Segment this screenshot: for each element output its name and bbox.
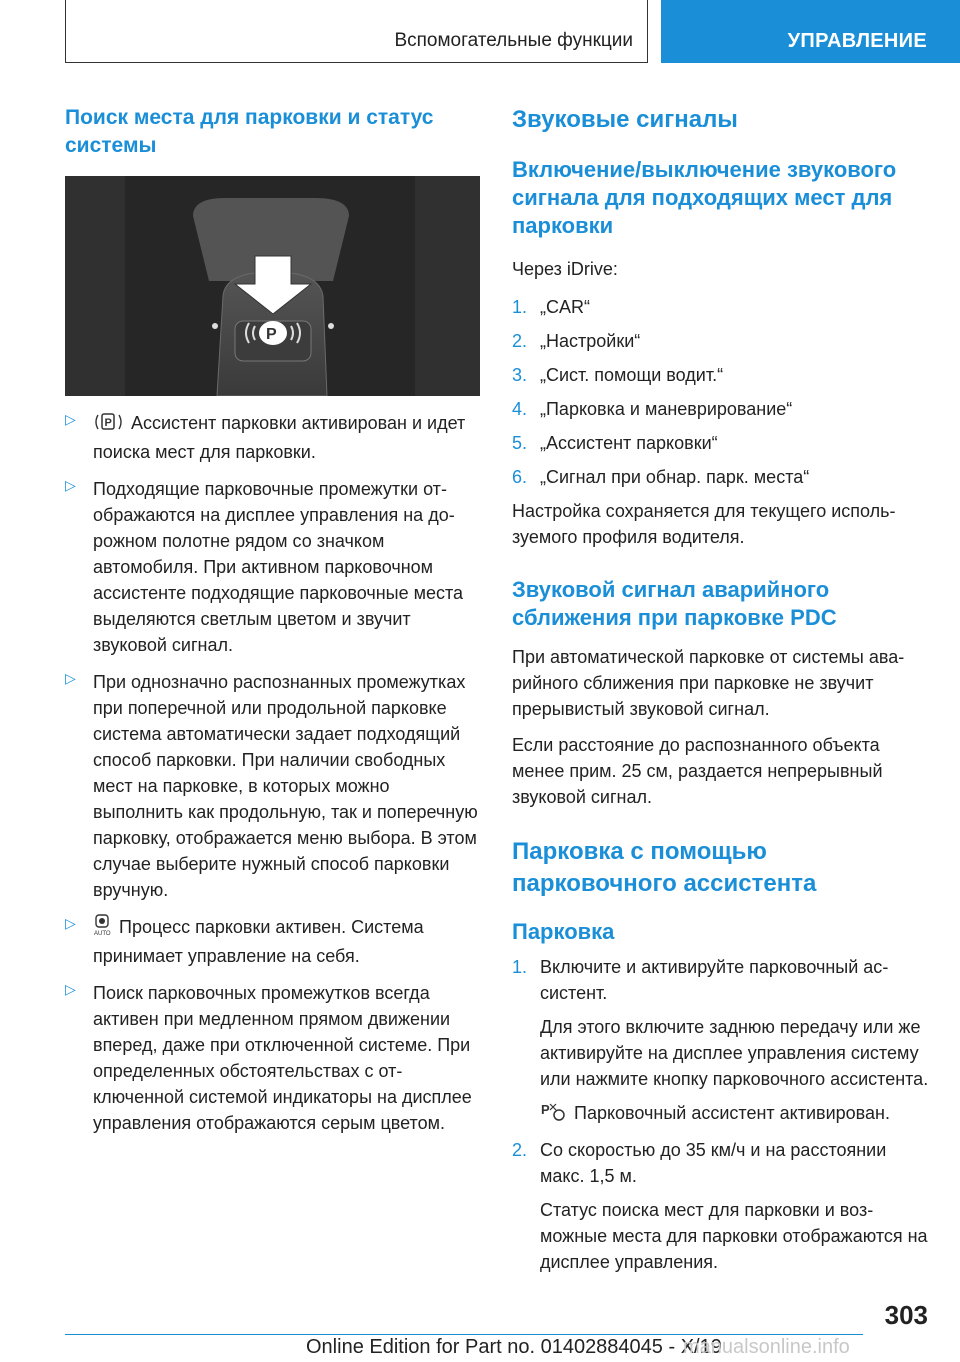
list-item — [512, 396, 930, 422]
bullet-triangle-icon: ▷ — [65, 670, 76, 686]
footer-edition: Online Edition for Part no. 01402884045 - X/19 — [306, 1336, 722, 1358]
pdc-heading: Звуковой сигнал аварийного сближения при парковке PDC — [512, 577, 837, 630]
list-item — [512, 954, 930, 1129]
step-text: „CAR“ — [540, 297, 590, 317]
step-number: 5. — [512, 433, 528, 453]
bullet-text: Процесс парковки активен. Система принимает управление на себя. — [93, 917, 424, 966]
bullet-text: Ассистент парковки активирован и идет поиска мест для парковки. — [93, 413, 466, 462]
step-text: „Парковка и маневрирование“ — [540, 399, 793, 419]
footer-watermark: manualsonline.info — [683, 1336, 850, 1358]
sounds-heading: Звуковые сигналы — [512, 106, 738, 133]
step-number: 2. — [512, 331, 528, 351]
parking-scene-graphic — [65, 176, 480, 396]
step-icon-text: Парковочный ассистент активирован. — [574, 1103, 890, 1123]
step-text: „Сигнал при обнар. парк. места“ — [540, 467, 810, 487]
step-number: 1. — [512, 297, 528, 317]
svg-text:AUTO: AUTO — [94, 931, 111, 936]
status-bullets — [65, 410, 480, 1136]
auto-park-icon — [93, 914, 111, 943]
bullet-item — [65, 980, 480, 1136]
list-item — [512, 328, 930, 354]
parking-sensor-icon — [93, 412, 123, 439]
bullet-triangle-icon: ▷ — [65, 981, 76, 997]
step-number: 6. — [512, 467, 528, 487]
profile-note: Настройка сохраняется для текущего используемого профиля водителя. — [512, 501, 896, 547]
bullet-triangle-icon: ▷ — [65, 411, 76, 427]
list-item — [512, 430, 930, 456]
bullet-triangle-icon: ▷ — [65, 915, 76, 931]
step-number: 3. — [512, 365, 528, 385]
left-heading: Поиск места для парковки и статус системы — [65, 106, 434, 157]
step-text: „Ассистент парковки“ — [540, 433, 718, 453]
bullet-triangle-icon: ▷ — [65, 477, 76, 493]
header-section-box — [65, 0, 648, 63]
step-text: „Сист. помощи водит.“ — [540, 365, 724, 385]
bullet-item — [65, 476, 480, 658]
step-extra: Для этого включите заднюю передачу или же активируйте на дисплее управления систему или нажмите кнопку парковочного ассистента. — [540, 1017, 929, 1089]
svg-text:P: P — [104, 417, 112, 429]
page-number: 303 — [884, 1300, 928, 1330]
step-number: 1. — [512, 957, 528, 977]
svg-text:P: P — [541, 1102, 550, 1117]
bullet-item — [65, 410, 480, 465]
bullet-item — [65, 669, 480, 903]
list-item — [512, 362, 930, 388]
step-text: Со скоростью до 35 км/ч и на расстоянии макс. 1,5 м. — [540, 1140, 887, 1186]
parking-steps — [512, 954, 930, 1275]
bullet-text: При однозначно распознанных промежутках при поперечной или продольной парковке система автоматически задает подходящий способ парковки. При наличии свободных мест на парковке, в которых можно выполнить как продольную, так и поперечную парковку, отображается меню выбора. В этом случае выберите нужный способ парковки вручную. — [93, 672, 478, 900]
bullet-text: Поиск парковочных промежутков всегда активен при медленном прямом движении вперед, даже при отключенной системе. При определенных обстоятельствах с отключенной системой индикаторы на дисплее управления отображаются серым цветом. — [93, 983, 472, 1133]
step-extra: Статус поиска мест для парковки и возможные места для парковки отображаются на дисплее управления. — [540, 1200, 928, 1272]
header-section-title: Вспомогательные функции — [394, 30, 633, 51]
list-item — [512, 294, 930, 320]
toggle-sound-heading: Включение/выключение звукового сигнала для подходящих мест для парковки — [512, 157, 897, 238]
list-item — [512, 464, 930, 490]
parking-display-illustration — [65, 176, 480, 396]
step-number: 2. — [512, 1140, 528, 1160]
svg-text:P: P — [266, 326, 277, 343]
footer-divider — [65, 1334, 863, 1335]
pdc-paragraph-1: При автоматической парковке от системы аварийного сближения при парковке не звучит прерывистый звуковой сигнал. — [512, 647, 905, 719]
park-assist-heading: Парковка с помощью парковочного ассистента — [512, 838, 817, 897]
bullet-item — [65, 914, 480, 969]
right-column — [512, 104, 930, 1283]
bullet-text: Подходящие парковочные промежутки отображаются на дисплее управления на дорожном полотне рядом со значком автомобиля. При активном парковочном ассистенте подходящие парковочные места выделяются светлым цветом и звучит звуковой сигнал. — [93, 479, 464, 655]
step-text: „Настройки“ — [540, 331, 641, 351]
left-column — [65, 104, 480, 1147]
idrive-steps — [512, 294, 930, 490]
pdc-paragraph-2: Если расстояние до распознанного объекта менее прим. 25 см, раздается непрерывный звуковой сигнал. — [512, 735, 883, 807]
step-number: 4. — [512, 399, 528, 419]
header-chapter-box — [661, 0, 960, 63]
step-text: Включите и активируйте парковочный ассистент. — [540, 957, 889, 1003]
park-assist-icon — [540, 1100, 566, 1129]
parking-subheading: Парковка — [512, 919, 615, 944]
header-chapter-title: УПРАВЛЕНИЕ — [787, 30, 927, 52]
list-item — [512, 1137, 930, 1275]
idrive-intro: Через iDrive: — [512, 259, 618, 279]
